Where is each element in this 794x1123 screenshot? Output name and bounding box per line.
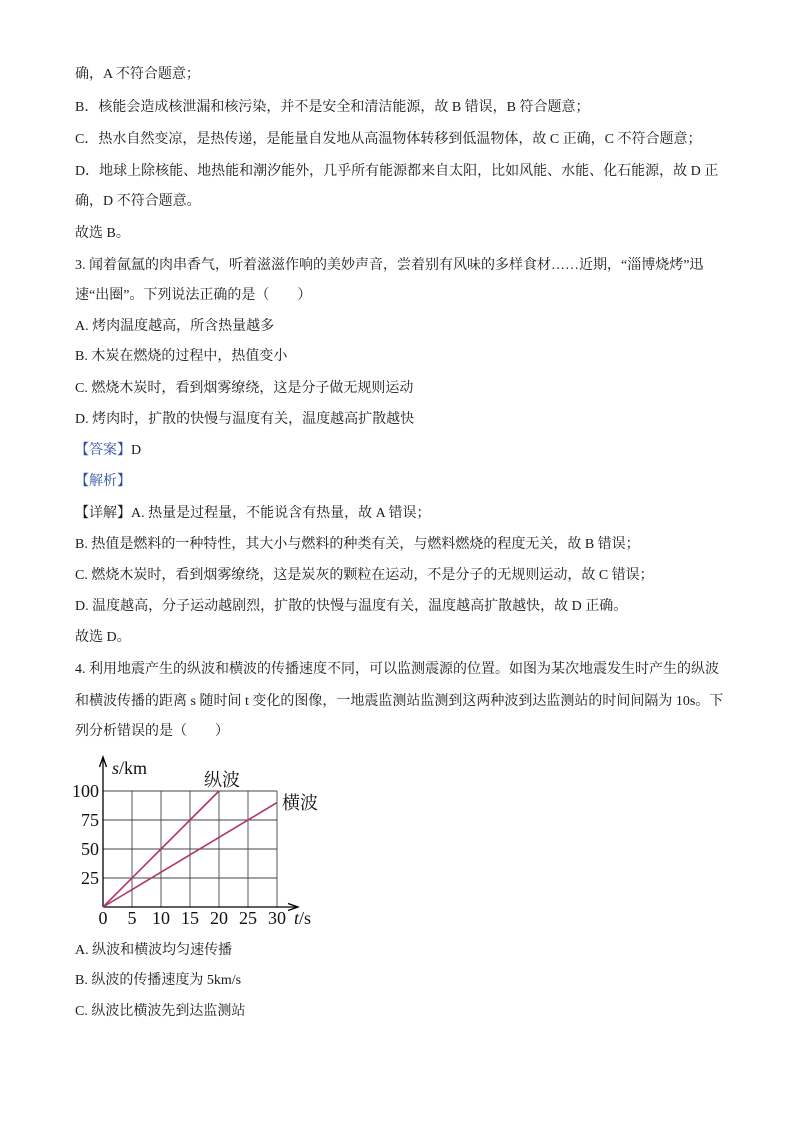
x-tick-label: 5 — [127, 908, 137, 928]
q3-detail-c: C. 燃烧木炭时，看到烟雾缭绕，这是炭灰的颗粒在运动，不是分子的无规则运动，故 C 错误； — [75, 568, 654, 583]
x-tick-label: 20 — [210, 908, 228, 928]
chart-axes — [100, 757, 299, 911]
q4-stem-line-2: 和横波传播的距离 s 随时间 t 变化的图像，一地震监测站监测到这两种波到达监测站的时间间隔为 10s。下 — [75, 694, 724, 709]
analysis-tag: 【解析】 — [75, 474, 131, 489]
q2-option-c-explanation: C．热水自然变凉，是热传递，是能量自发地从高温物体转移到低温物体，故 C 正确，C 不符合题意； — [75, 132, 702, 147]
answer-value: D — [131, 443, 142, 458]
x-tick-label: 25 — [239, 908, 257, 928]
x-tick-label: 10 — [152, 908, 170, 928]
q4-stem-line-1: 4. 利用地震产生的纵波和横波的传播速度不同，可以监测震源的位置。如图为某次地震发生时产生的纵波 — [75, 662, 719, 677]
q3-answer — [75, 440, 141, 462]
answer-tag: 【答案】 — [75, 443, 131, 458]
q4-option-b: B. 纵波的传播速度为 5km/s — [75, 973, 242, 988]
q4-option-a: A. 纵波和横波均匀速传播 — [75, 943, 233, 958]
q3-analysis-heading — [75, 471, 131, 493]
q2-option-b-explanation: B．核能会造成核泄漏和核污染，并不是安全和清洁能源，故 B 错误，B 符合题意； — [75, 100, 590, 115]
chart-grid — [103, 791, 277, 907]
x-tick-label: 0 — [98, 908, 108, 928]
longitudinal-wave-label: 纵波 — [204, 770, 240, 790]
q3-option-c: C. 燃烧木炭时，看到烟雾缭绕，这是分子做无规则运动 — [75, 381, 414, 396]
y-axis-unit: /km — [119, 758, 148, 778]
x-tick-label: 30 — [268, 908, 286, 928]
q4-stem-line-3: 列分析错误的是（ ） — [75, 724, 229, 739]
q3-option-b: B. 木炭在燃烧的过程中，热值变小 — [75, 349, 288, 364]
q2-conclusion: 故选 B。 — [75, 226, 130, 241]
distance-time-chart — [60, 752, 330, 932]
q2-option-a-explanation-end: 确，A 不符合题意； — [75, 67, 200, 82]
y-tick-label: 75 — [81, 810, 99, 830]
q3-detail-d: D. 温度越高，分子运动越剧烈，扩散的快慢与温度有关，温度越高扩散越快，故 D 正确。 — [75, 599, 628, 614]
x-axis-label — [294, 908, 311, 928]
x-axis-variable: t — [294, 908, 300, 928]
q3-option-d: D. 烤肉时，扩散的快慢与温度有关，温度越高扩散越快 — [75, 412, 415, 427]
q3-conclusion: 故选 D。 — [75, 630, 131, 645]
q4-option-c: C. 纵波比横波先到达监测站 — [75, 1004, 246, 1019]
q3-stem-line-1: 3. 闻着氤氲的肉串香气，听着滋滋作响的美妙声音，尝着别有风味的多样食材……近期，“淄博烧烤”迅 — [75, 258, 704, 273]
q3-detail-b: B. 热值是燃料的一种特性，其大小与燃料的种类有关，与燃料燃烧的程度无关，故 B 错误； — [75, 537, 640, 552]
y-tick-label: 50 — [81, 839, 99, 859]
detail-tag: 【详解】 — [75, 506, 131, 521]
y-tick-label: 100 — [72, 781, 99, 801]
q2-option-d-explanation-line-2: 确，D 不符合题意。 — [75, 194, 201, 209]
y-tick-label: 25 — [81, 868, 99, 888]
q3-stem-line-2: 速“出圈”。下列说法正确的是（ ） — [75, 288, 312, 303]
x-tick-label: 15 — [181, 908, 199, 928]
q3-option-a: A. 烤肉温度越高，所含热量越多 — [75, 319, 275, 334]
q3-detail-a — [75, 503, 430, 525]
x-axis-unit: /s — [299, 908, 312, 928]
transverse-wave-label: 横波 — [282, 793, 318, 813]
q2-option-d-explanation-line-1: D．地球上除核能、地热能和潮汐能外，几乎所有能源都来自太阳，比如风能、水能、化石能源，故 D 正 — [75, 164, 719, 179]
detail-a-text: A. 热量是过程量，不能说含有热量，故 A 错误； — [131, 506, 431, 521]
y-axis-label — [112, 758, 147, 778]
y-axis-variable: s — [112, 758, 120, 778]
